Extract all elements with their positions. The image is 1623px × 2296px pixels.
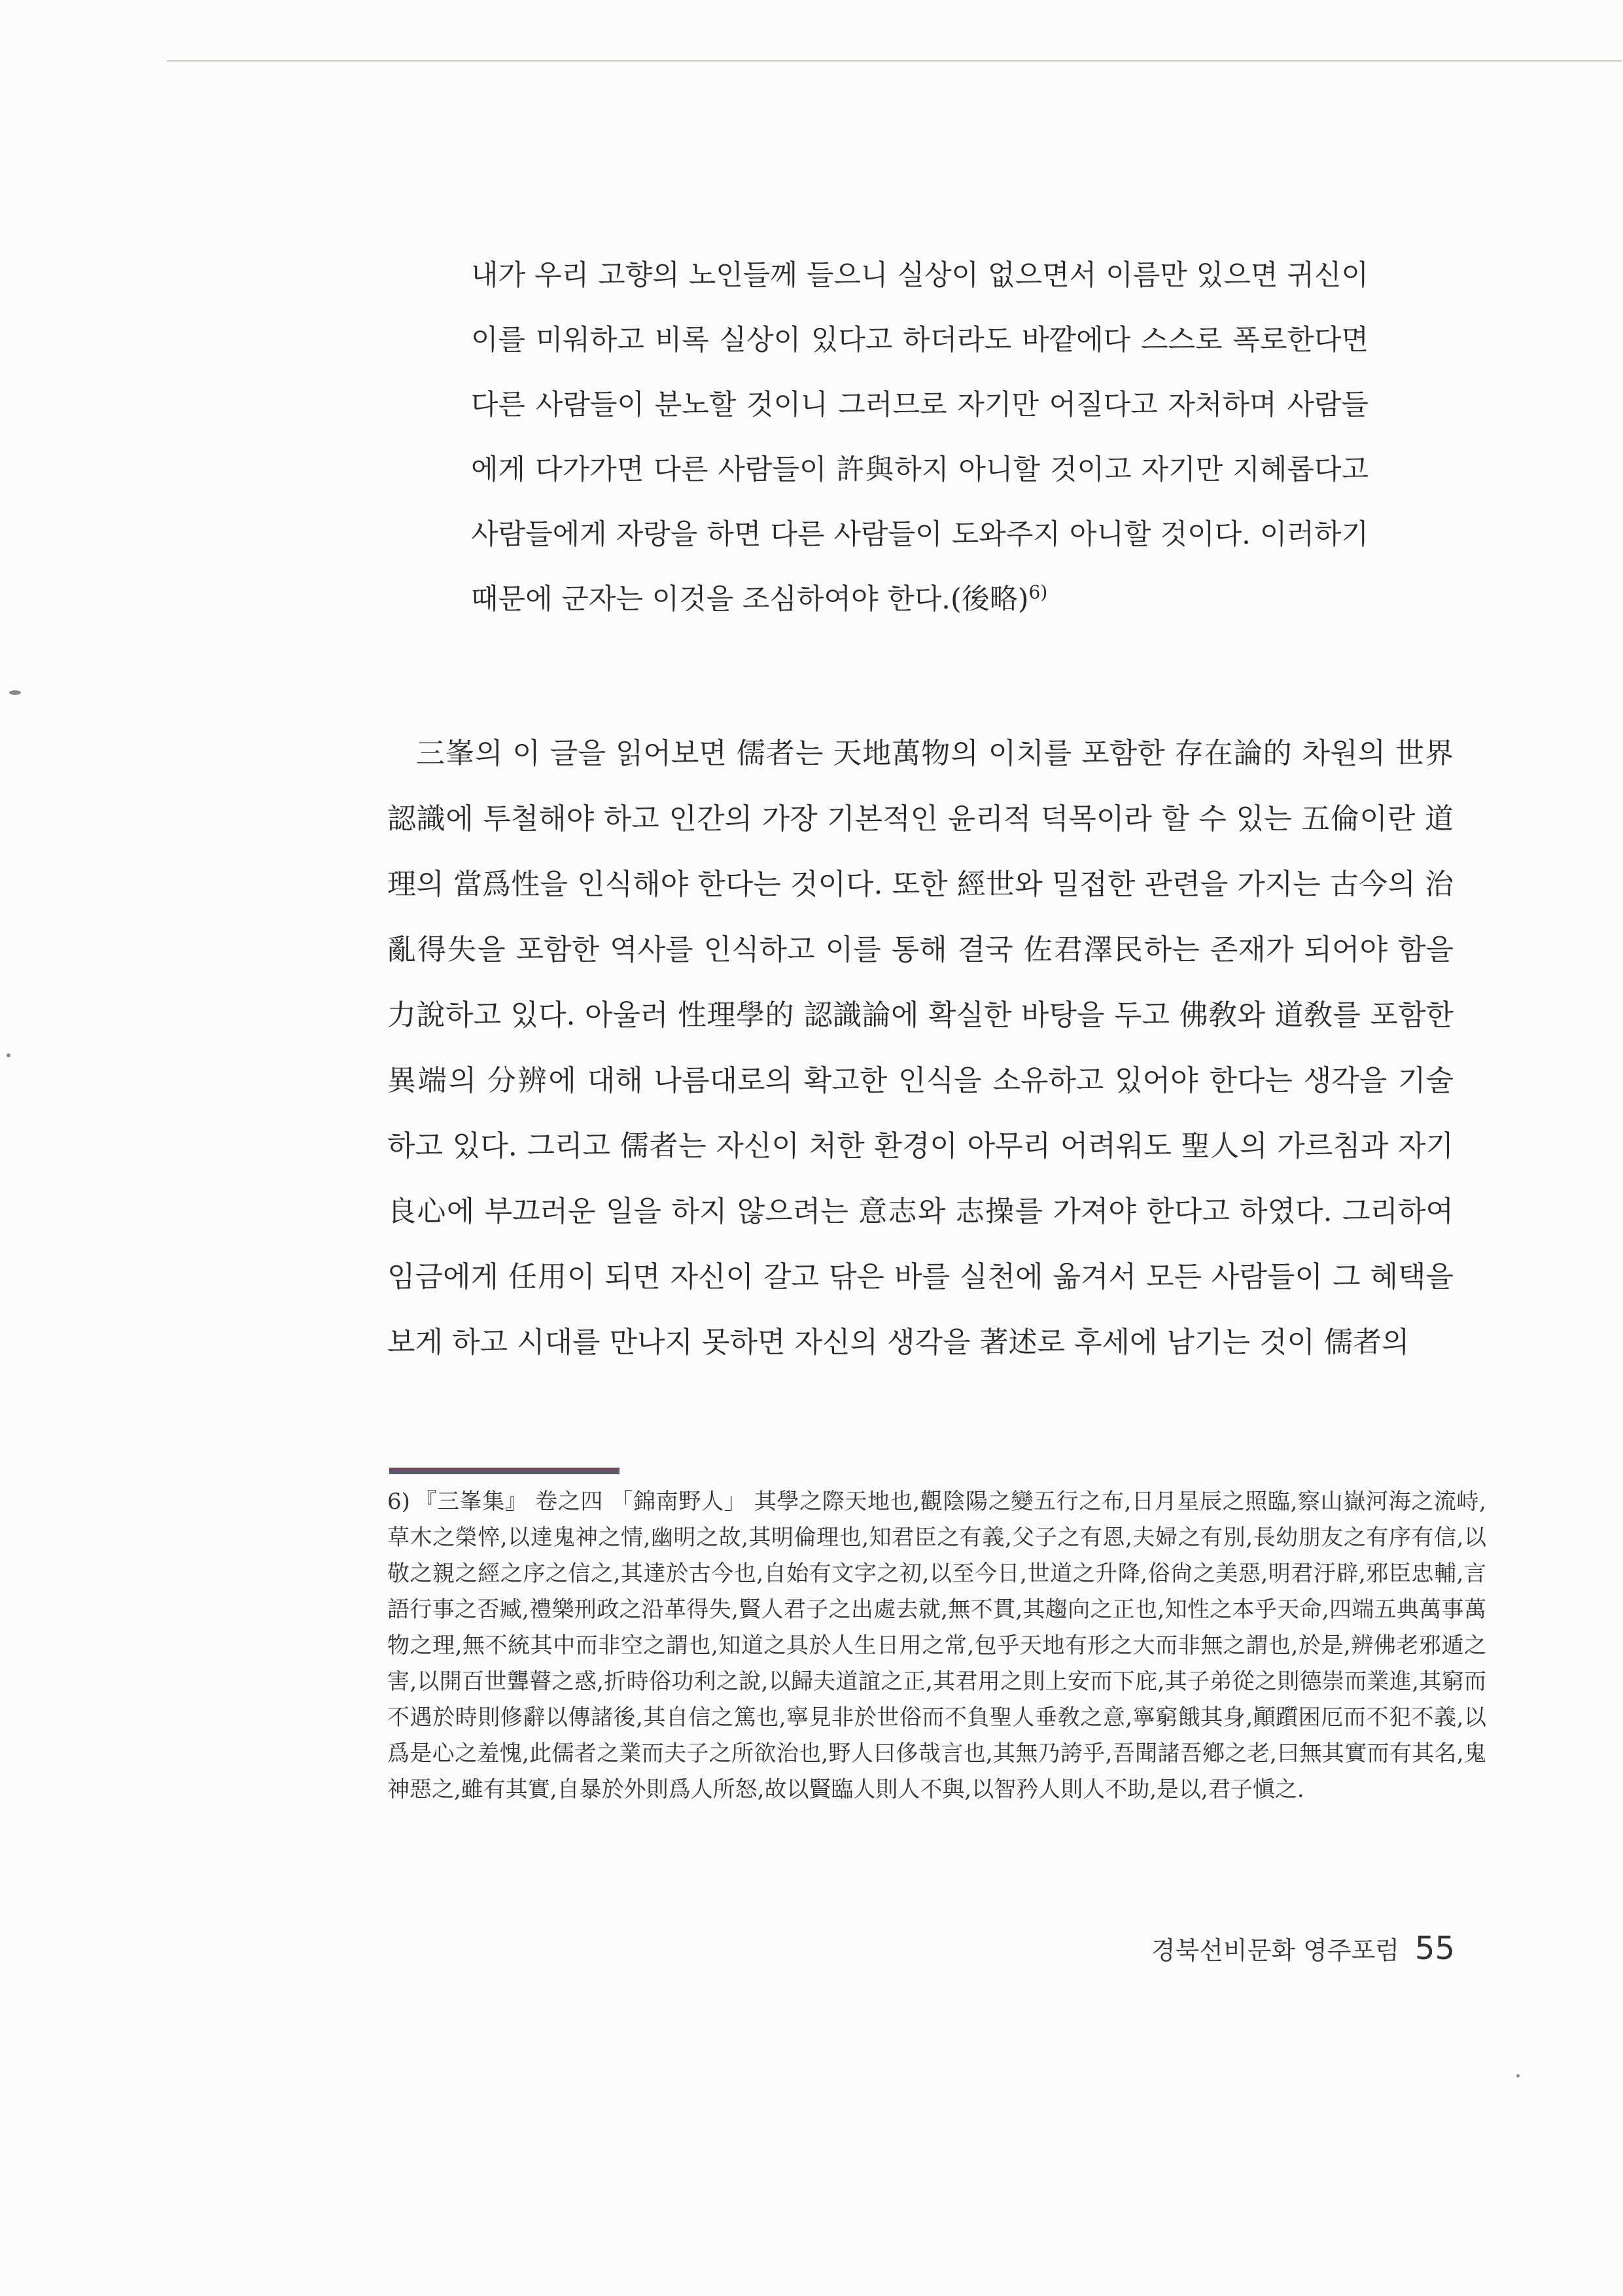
scan-speck — [9, 690, 21, 695]
page-number: 55 — [1414, 1930, 1455, 1967]
header-rule — [167, 60, 1622, 62]
quote-text: 내가 우리 고향의 노인들께 들으니 실상이 없으면서 이름만 있으면 귀신이 이를 미워하고 비록 실상이 있다고 하더라도 바깥에다 스스로 폭로한다면 다른 사람들이 분노할 것이니 그러므로 자기만 어질다고 자처하며 사람들에게 다가가면 다른 사람들이 許與하지 아니할 것이고 자기만 지혜롭다고 사람들에게 자랑을 하면 다른 사람들이 도와주지 아니할 것이다. 이러하기 때문에 군자는 이것을 조심하여야 한다.(後略) — [471, 259, 1369, 616]
publication-title: 경북선비문화 영주포럼 — [1151, 1936, 1399, 1965]
page-footer — [1151, 1930, 1455, 1967]
footnote-reference[interactable]: 6) — [1028, 581, 1048, 603]
footnote-divider — [389, 1468, 620, 1474]
scan-speck — [7, 1053, 10, 1057]
scan-speck — [1516, 2074, 1520, 2077]
footnote-text: 『三峯集』 卷之四 「錦南野人」 其學之際天地也,觀陰陽之變五行之布,日月星辰之照臨,察山嶽河海之流峙,草木之榮悴,以達鬼神之情,幽明之故,其明倫理也,知君臣之有義,父子之有恩,夫婦之有別,長幼朋友之有序有信,以敬之親之經之序之信之,其達於古今也,自始有文字之初,以至今日,世道之升降,俗尙之美惡,明君汙辟,邪臣忠輔,言語行事之否臧,禮樂刑政之沿革得失,賢人君子之出處去就,無不貫,其趨向之正也,知性之本乎天命,四端五典萬事萬物之理,無不統其中而非空之謂也,知道之具於人生日用之常,包乎天地有形之大而非無之謂也,於是,辨佛老邪遁之害,以開百世聾瞽之惑,折時俗功利之說,以歸夫道誼之正,其君用之則上安而下庇,其子弟從之則德崇而業進,其窮而不遇於時則修辭以傳諸後,其自信之篤也,寧見非於世俗而不負聖人垂敎之意,寧窮餓其身,顚躓困厄而不犯不義,以爲是心之羞愧,此儒者之業而夫子之所欲治也,野人曰侈哉言也,其無乃誇乎,吾聞諸吾鄕之老,曰無其實而有其名,鬼神惡之,雖有其實,自暴於外則爲人所怒,故以賢臨人則人不與,以智矜人則人不助,是以,君子愼之. — [387, 1489, 1486, 1803]
footnote-number: 6) — [387, 1489, 410, 1515]
body-paragraph: 三峯의 이 글을 읽어보면 儒者는 天地萬物의 이치를 포함한 存在論的 차원의 世界認識에 투철해야 하고 인간의 가장 기본적인 윤리적 덕목이라 할 수 있는 五倫이란 道理의 當爲性을 인식해야 한다는 것이다. 또한 經世와 밀접한 관련을 가지는 古今의 治亂得失을 포함한 역사를 인식하고 이를 통해 결국 佐君澤民하는 존재가 되어야 함을 力說하고 있다. 아울러 性理學的 認識論에 확실한 바탕을 두고 佛敎와 道敎를 포함한 異端의 分辨에 대해 나름대로의 확고한 인식을 소유하고 있어야 한다는 생각을 기술하고 있다. 그리고 儒者는 자신이 처한 환경이 아무리 어려워도 聖人의 가르침과 자기 良心에 부끄러운 일을 하지 않으려는 意志와 志操를 가져야 한다고 하였다. 그리하여 임금에게 任用이 되면 자신이 갈고 닦은 바를 실천에 옮겨서 모든 사람들이 그 혜택을 보게 하고 시대를 만나지 못하면 자신의 생각을 著述로 후세에 남기는 것이 儒者의 — [387, 737, 1454, 1359]
block-quote — [471, 243, 1369, 632]
footnote — [387, 1484, 1486, 1808]
